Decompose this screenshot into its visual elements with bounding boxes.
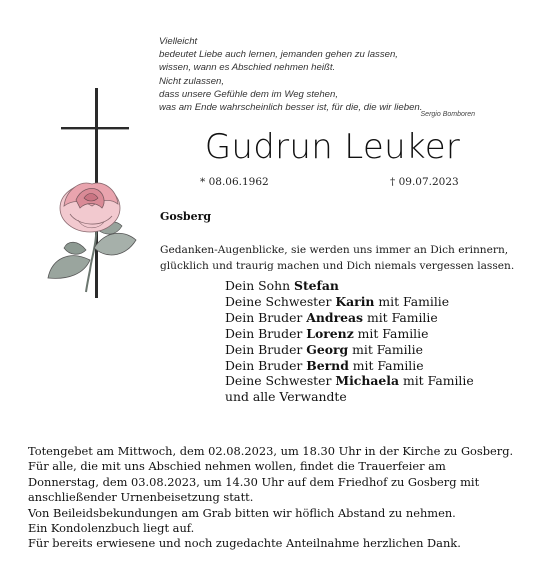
deceased-name: Gudrun Leuker (204, 127, 461, 167)
rose-icon (48, 183, 136, 292)
memorial-thought (160, 243, 535, 274)
detail-line: Ein Kondolenzbuch liegt auf. (28, 521, 195, 536)
poem-line: dass unsere Gefühle dem im Weg stehen, (159, 88, 339, 100)
poem-line: was am Ende wahrscheinlich besser ist, für die, die wir lieben. (159, 102, 423, 114)
detail-line: Von Beileidsbekundungen am Grab bitten wir höflich Abstand zu nehmen. (28, 505, 456, 520)
mourner-name: Georg (306, 341, 349, 357)
funeral-details (28, 444, 538, 552)
mourner-suffix: mit Familie (348, 357, 424, 373)
poem (159, 35, 459, 114)
mourner-name: Michaela (335, 373, 399, 389)
poem-line: Nicht zulassen, (159, 75, 225, 87)
mourner-line (225, 294, 474, 310)
mourner-name: Andreas (306, 309, 363, 325)
mourner-line (225, 358, 474, 374)
mourner-name: Lorenz (306, 325, 354, 341)
mourners-list (225, 278, 474, 405)
thought-line: glücklich und traurig machen und Dich niemals vergessen lassen. (160, 259, 515, 272)
mourner-suffix: mit Familie (348, 341, 423, 357)
detail-line: Für alle, die mit uns Abschied nehmen wollen, findet die Trauerfeier am (28, 459, 446, 474)
mourner-relation: Dein Bruder (225, 341, 307, 357)
mourner-line (225, 389, 474, 405)
poem-line: bedeutet Liebe auch lernen, jemanden gehen zu lassen, (159, 49, 398, 61)
mourner-suffix: mit Familie (374, 293, 450, 309)
mourner-relation: Dein Bruder (225, 357, 307, 373)
mourner-line (225, 310, 474, 326)
cross-rose-artwork (40, 80, 150, 330)
detail-line: Totengebet am Mittwoch, dem 02.08.2023, um 18.30 Uhr in der Kirche zu Gosberg. (28, 444, 514, 458)
poem-line: Vielleicht (159, 36, 198, 47)
mourner-suffix: mit Familie (399, 373, 474, 389)
poem-line: wissen, wann es Abschied nehmen heißt. (159, 62, 336, 74)
detail-line: Donnerstag, dem 03.08.2023, um 14.30 Uhr auf dem Friedhof zu Gosberg mit (28, 474, 480, 489)
mourner-relation: Deine Schwester (225, 373, 336, 389)
mourner-name: Stefan (294, 278, 339, 293)
mourner-relation: und alle Verwandte (225, 389, 347, 405)
mourner-relation: Dein Bruder (225, 309, 307, 325)
mourner-relation: Deine Schwester (225, 293, 336, 309)
mourner-name: Bernd (306, 357, 349, 373)
place-name: Gosberg (160, 210, 212, 223)
mourner-relation: Dein Sohn (225, 278, 294, 293)
mourner-suffix: mit Familie (353, 325, 429, 341)
mourner-line (225, 278, 474, 294)
mourner-line (225, 373, 474, 389)
mourner-name: Karin (335, 293, 375, 309)
detail-line: Für bereits erwiesene und noch zugedachte Anteilnahme herzlichen Dank. (28, 536, 461, 551)
mourner-suffix: mit Familie (363, 309, 438, 325)
detail-line: anschließender Urnenbeisetzung statt. (28, 490, 254, 505)
poem-author: Sergio Bomboren (420, 111, 475, 118)
mourner-line (225, 326, 474, 342)
death-date: † 09.07.2023 (390, 176, 459, 188)
mourner-relation: Dein Bruder (225, 325, 307, 341)
thought-line: Gedanken-Augenblicke, sie werden uns immer an Dich erinnern, (160, 244, 509, 256)
mourner-line (225, 342, 474, 358)
birth-date: * 08.06.1962 (200, 176, 269, 188)
